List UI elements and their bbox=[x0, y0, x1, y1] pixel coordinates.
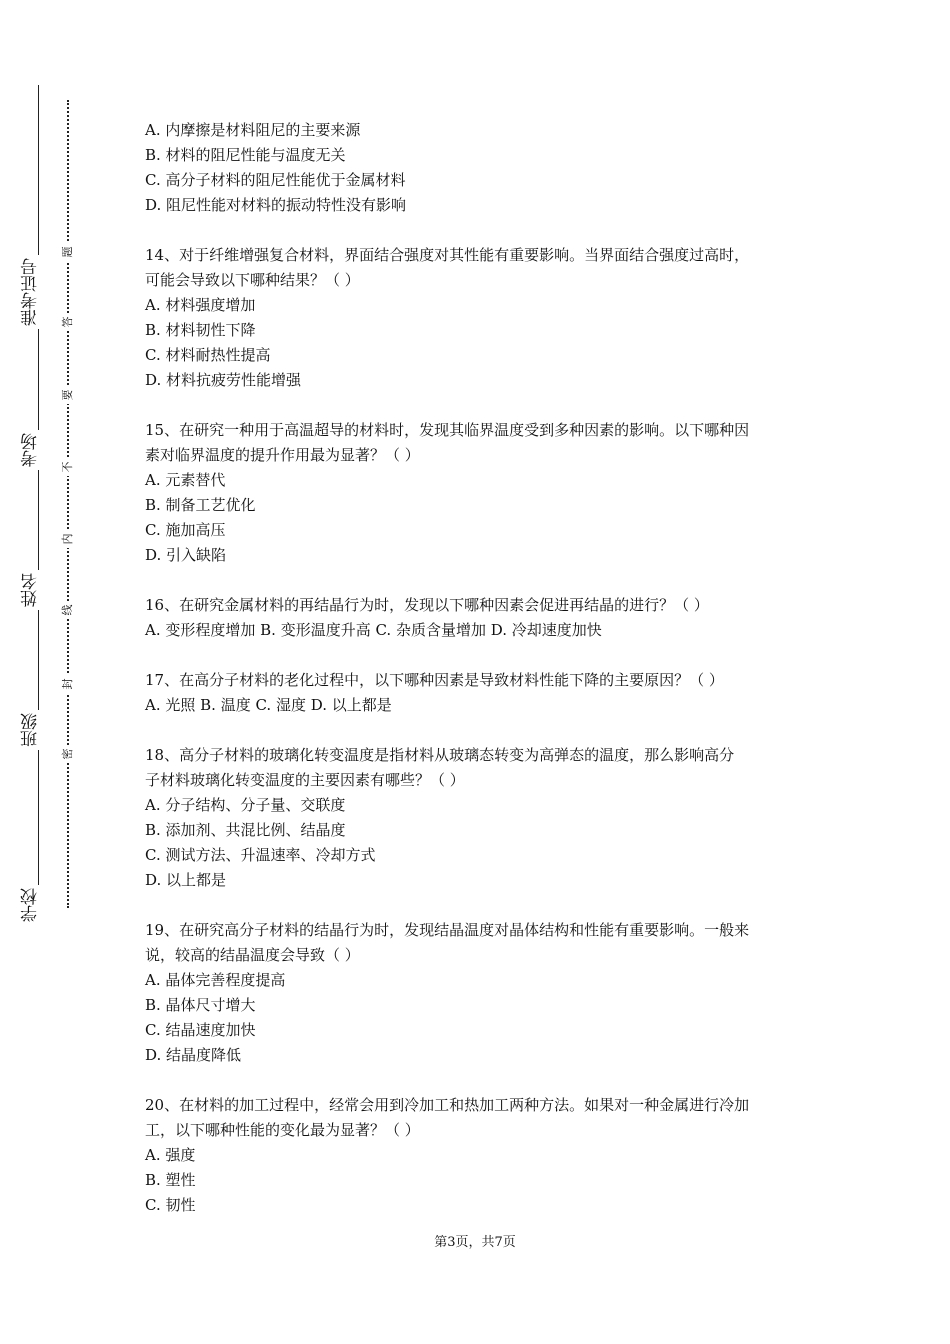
option: C. 高分子材料的阻尼性能优于金属材料 bbox=[145, 171, 406, 189]
binding-line bbox=[38, 85, 39, 910]
option-row: A. 变形程度增加 B. 变形温度升高 C. 杂质含量增加 D. 冷却速度加快 bbox=[145, 621, 602, 639]
seal-char: 内 bbox=[61, 530, 75, 548]
page-number: 第3页，共7页 bbox=[434, 1235, 516, 1250]
seal-char: 密 bbox=[61, 745, 75, 763]
question-stem: 工，以下哪种性能的变化最为显著？（ ） bbox=[145, 1121, 420, 1139]
question-16 bbox=[145, 593, 815, 643]
option: B. 材料韧性下降 bbox=[145, 321, 256, 339]
seal-char: 题 bbox=[61, 243, 75, 261]
question-17 bbox=[145, 668, 815, 718]
seal-char: 要 bbox=[61, 386, 75, 404]
question-19 bbox=[145, 918, 815, 1068]
option: D. 以上都是 bbox=[145, 871, 227, 889]
option: A. 元素替代 bbox=[145, 471, 226, 489]
field-name: 姓名 bbox=[22, 570, 54, 610]
question-stem: 15、在研究一种用于高温超导的材料时，发现其临界温度受到多种因素的影响。以下哪种因 bbox=[145, 421, 750, 439]
seal-dotted-line bbox=[67, 100, 69, 908]
option: C. 材料耐热性提高 bbox=[145, 346, 271, 364]
option: A. 晶体完善程度提高 bbox=[145, 971, 286, 989]
option: B. 晶体尺寸增大 bbox=[145, 996, 256, 1014]
option: D. 引入缺陷 bbox=[145, 546, 227, 564]
option: D. 结晶度降低 bbox=[145, 1046, 242, 1064]
option: C. 结晶速度加快 bbox=[145, 1021, 256, 1039]
seal-char: 线 bbox=[61, 601, 75, 619]
question-content bbox=[145, 118, 815, 1218]
option: A. 内摩擦是材料阻尼的主要来源 bbox=[145, 121, 361, 139]
question-stem: 18、高分子材料的玻璃化转变温度是指材料从玻璃态转变为高弹态的温度，那么影响高分 bbox=[145, 746, 735, 764]
option: B. 材料的阻尼性能与温度无关 bbox=[145, 146, 346, 164]
field-school: 学校 bbox=[22, 885, 54, 925]
question-stem: 19、在研究高分子材料的结晶行为时，发现结晶温度对晶体结构和性能有重要影响。一般来 bbox=[145, 921, 750, 939]
seal-char: 答 bbox=[61, 313, 75, 331]
question-15 bbox=[145, 418, 815, 568]
option: C. 测试方法、升温速率、冷却方式 bbox=[145, 846, 376, 864]
question-stem: 14、对于纤维增强复合材料，界面结合强度对其性能有重要影响。当界面结合强度过高时， bbox=[145, 246, 750, 264]
question-18 bbox=[145, 743, 815, 893]
option: A. 材料强度增加 bbox=[145, 296, 256, 314]
option: B. 制备工艺优化 bbox=[145, 496, 256, 514]
question-stem: 素对临界温度的提升作用最为显著？（ ） bbox=[145, 446, 420, 464]
continued-options bbox=[145, 118, 815, 218]
option: C. 施加高压 bbox=[145, 521, 226, 539]
binding-margin bbox=[0, 0, 110, 1344]
option: D. 材料抗疲劳性能增强 bbox=[145, 371, 302, 389]
question-stem: 可能会导致以下哪种结果？（ ） bbox=[145, 271, 360, 289]
question-stem: 16、在研究金属材料的再结晶行为时，发现以下哪种因素会促进再结晶的进行？（ ） bbox=[145, 596, 709, 614]
question-stem: 17、在高分子材料的老化过程中，以下哪种因素是导致材料性能下降的主要原因？（ ） bbox=[145, 671, 724, 689]
question-20 bbox=[145, 1093, 815, 1218]
option: A. 分子结构、分子量、交联度 bbox=[145, 796, 346, 814]
seal-char: 封 bbox=[61, 675, 75, 693]
question-stem: 子材料玻璃化转变温度的主要因素有哪些？（ ） bbox=[145, 771, 465, 789]
field-exam-number: 准考证号 bbox=[22, 255, 54, 329]
question-14 bbox=[145, 243, 815, 393]
field-class: 班级 bbox=[22, 710, 54, 750]
option: A. 强度 bbox=[145, 1146, 196, 1164]
option: B. 塑性 bbox=[145, 1171, 196, 1189]
seal-char: 不 bbox=[61, 458, 75, 476]
option: C. 韧性 bbox=[145, 1196, 196, 1214]
option: D. 阻尼性能对材料的振动特性没有影响 bbox=[145, 196, 407, 214]
question-stem: 说，较高的结晶温度会导致（ ） bbox=[145, 946, 360, 964]
option: B. 添加剂、共混比例、结晶度 bbox=[145, 821, 346, 839]
question-stem: 20、在材料的加工过程中，经常会用到冷加工和热加工两种方法。如果对一种金属进行冷加 bbox=[145, 1096, 750, 1114]
option-row: A. 光照 B. 温度 C. 湿度 D. 以上都是 bbox=[145, 696, 392, 714]
field-exam-room: 考场 bbox=[22, 430, 54, 470]
